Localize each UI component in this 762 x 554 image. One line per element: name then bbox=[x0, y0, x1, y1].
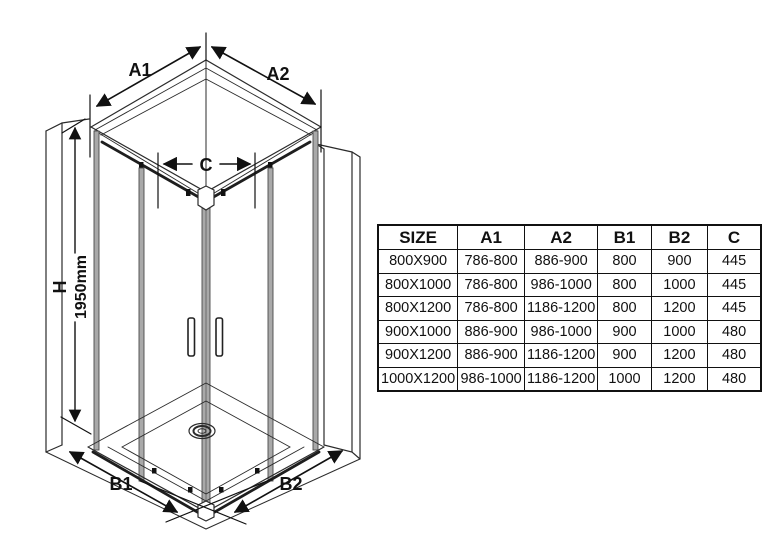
table-cell: 886-900 bbox=[458, 320, 525, 344]
table-cell: 986-1000 bbox=[525, 320, 598, 344]
table-cell: 786-800 bbox=[458, 250, 525, 274]
b2-label: B2 bbox=[279, 474, 303, 494]
table-row bbox=[378, 344, 761, 368]
a2-label: A2 bbox=[266, 64, 290, 84]
c-label: C bbox=[199, 155, 213, 175]
table-cell: 1200 bbox=[651, 344, 707, 368]
table-cell: 1000X1200 bbox=[378, 367, 458, 391]
table-cell: 800 bbox=[598, 273, 651, 297]
column-header-size: SIZE bbox=[378, 225, 458, 250]
size-table-container bbox=[377, 224, 762, 392]
table-cell: 480 bbox=[708, 344, 761, 368]
column-header-a2: A2 bbox=[525, 225, 598, 250]
table-cell: 900 bbox=[598, 344, 651, 368]
door-roller bbox=[255, 468, 260, 474]
table-row bbox=[378, 250, 761, 274]
table-cell: 800 bbox=[598, 297, 651, 321]
table-cell: 900 bbox=[651, 250, 707, 274]
table-cell: 900X1200 bbox=[378, 344, 458, 368]
table-cell: 1000 bbox=[598, 367, 651, 391]
table-cell: 800X1200 bbox=[378, 297, 458, 321]
table-cell: 986-1000 bbox=[458, 367, 525, 391]
column-header-b2: B2 bbox=[651, 225, 707, 250]
table-cell: 480 bbox=[708, 367, 761, 391]
table-cell: 1186-1200 bbox=[525, 344, 598, 368]
table-cell: 886-900 bbox=[525, 250, 598, 274]
table-cell: 1000 bbox=[651, 273, 707, 297]
h-extension-line-bottom bbox=[61, 417, 91, 434]
table-cell: 1186-1200 bbox=[525, 367, 598, 391]
right-door-handle bbox=[216, 318, 223, 356]
column-header-a1: A1 bbox=[458, 225, 525, 250]
table-cell: 900 bbox=[598, 320, 651, 344]
table-cell: 445 bbox=[708, 250, 761, 274]
table-cell: 900X1000 bbox=[378, 320, 458, 344]
table-cell: 480 bbox=[708, 320, 761, 344]
table-cell: 1200 bbox=[651, 367, 707, 391]
table-row bbox=[378, 273, 761, 297]
h-label: H bbox=[50, 280, 70, 294]
a2-dimension-arrow bbox=[212, 47, 315, 104]
column-header-c: C bbox=[708, 225, 761, 250]
size-table bbox=[377, 224, 762, 392]
table-cell: 786-800 bbox=[458, 297, 525, 321]
table-header-row bbox=[378, 225, 761, 250]
table-cell: 800 bbox=[598, 250, 651, 274]
right-door-stile bbox=[268, 168, 273, 481]
table-cell: 1000 bbox=[651, 320, 707, 344]
table-cell: 800X1000 bbox=[378, 273, 458, 297]
corner-cap bbox=[198, 186, 214, 210]
table-cell: 886-900 bbox=[458, 344, 525, 368]
table-cell: 786-800 bbox=[458, 273, 525, 297]
left-door-stile bbox=[139, 168, 144, 481]
door-roller bbox=[188, 487, 193, 493]
height-value-label: 1950mm bbox=[73, 254, 90, 320]
door-roller bbox=[221, 189, 226, 196]
door-roller bbox=[186, 189, 191, 196]
door-roller bbox=[219, 487, 224, 493]
table-cell: 800X900 bbox=[378, 250, 458, 274]
table-row bbox=[378, 320, 761, 344]
table-cell: 1186-1200 bbox=[525, 297, 598, 321]
table-cell: 1200 bbox=[651, 297, 707, 321]
back-right-post bbox=[313, 131, 318, 450]
column-header-b1: B1 bbox=[598, 225, 651, 250]
table-cell: 445 bbox=[708, 297, 761, 321]
left-door-handle bbox=[188, 318, 195, 356]
back-left-post bbox=[94, 131, 99, 450]
table-cell: 445 bbox=[708, 273, 761, 297]
b1-label: B1 bbox=[109, 474, 133, 494]
table-row bbox=[378, 297, 761, 321]
table-cell: 986-1000 bbox=[525, 273, 598, 297]
door-roller bbox=[152, 468, 157, 474]
a1-label: A1 bbox=[128, 60, 152, 80]
table-row bbox=[378, 367, 761, 391]
